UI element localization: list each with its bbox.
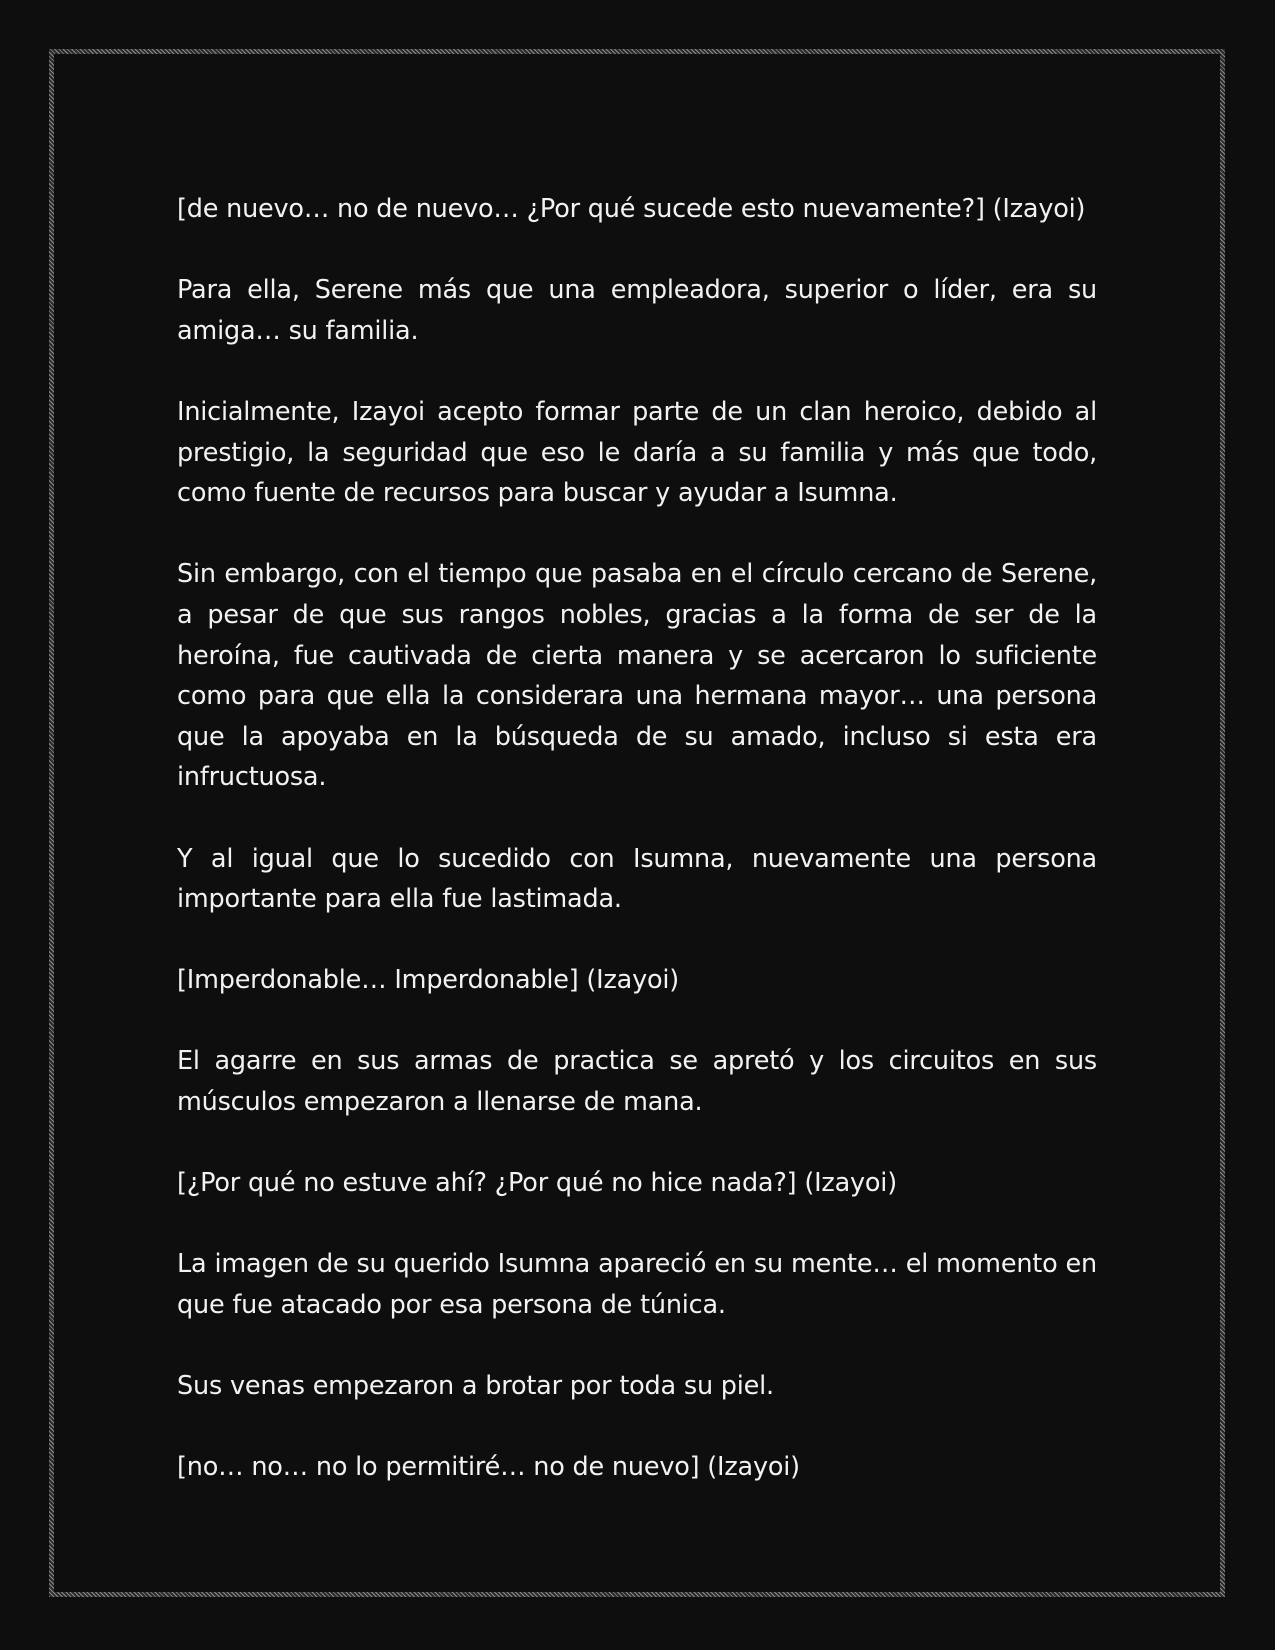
paragraph: Inicialmente, Izayoi acepto formar parte de un clan heroico, debido al prestigio, la seguridad que eso le daría a su familia y más que todo, como fuente de recursos para buscar y ayudar a Isumna. [177,396,1097,509]
paragraph: Sin embargo, con el tiempo que pasaba en el círculo cercano de Serene, a pesar de que sus rangos nobles, gracias a la forma de ser de la heroína, fue cautivada de cierta manera y se acercaron lo suficiente como para que ella la considerara una hermana mayor… una persona que la apoyaba en la búsqueda de su amado, incluso si esta era infructuosa. [177,559,1097,793]
paragraph: Para ella, Serene más que una empleadora, superior o líder, era su amiga… su familia. [177,275,1097,346]
paragraph: Y al igual que lo sucedido con Isumna, nuevamente una persona importante para ella fue lastimada. [177,843,1097,915]
paragraph: [¿Por qué no estuve ahí? ¿Por qué no hice nada?] (Izayoi) [177,1168,897,1199]
paragraph: [de nuevo… no de nuevo… ¿Por qué sucede esto nuevamente?] (Izayoi) [177,194,1086,224]
paragraph: La imagen de su querido Isumna apareció en su mente… el momento en que fue atacado por esa persona de túnica. [177,1249,1097,1321]
paragraph: [Imperdonable… Imperdonable] (Izayoi) [177,965,680,996]
paragraph: Sus venas empezaron a brotar por toda su piel. [177,1371,774,1402]
document-body [177,189,1097,1488]
paragraph: [no… no… no lo permitiré… no de nuevo] (Izayoi) [177,1452,800,1483]
paragraph: El agarre en sus armas de practica se apretó y los circuitos en sus músculos empezaron a llenarse de mana. [177,1046,1097,1118]
